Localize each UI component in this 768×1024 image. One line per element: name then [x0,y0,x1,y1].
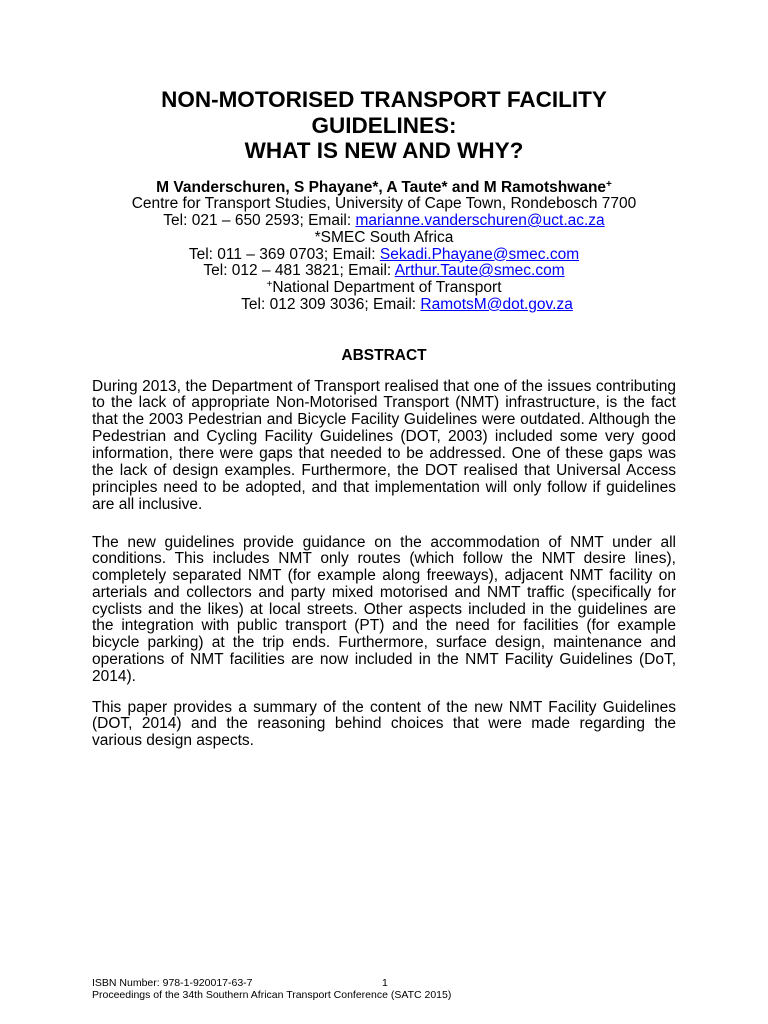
email-link-phayane[interactable]: Sekadi.Phayane@smec.com [379,245,580,263]
contact-prefix: Tel: 021 – 650 2593; Email: [163,212,356,229]
abstract-line: that the 2003 Pedestrian and Bicycle Facility Guidelines were outdated. Although the [92,411,676,429]
contact-line-ramotshwane [92,297,676,314]
abstract-line: During 2013, the Department of Transport realised that one of the issues contributing [92,377,676,395]
abstract-line: the integration with public transport (PT) and the need for facilities (for example [92,617,676,635]
paper-title [92,87,676,164]
footer-row [92,977,676,989]
page-footer [92,977,676,1001]
affiliation-smec: *SMEC South Africa [314,228,454,246]
email-link-vanderschuren[interactable]: marianne.vanderschuren@uct.ac.za [355,212,605,229]
abstract-line: are all inclusive. [92,495,203,513]
title-line: NON-MOTORISED TRANSPORT FACILITY [161,87,607,112]
abstract-paragraph-1 [92,379,676,514]
abstract-line: the lack of design examples. Furthermore, the DOT realised that Universal Access [92,462,676,480]
author-marker: + [606,178,612,190]
abstract-line: The new guidelines provide guidance on the accommodation of NMT under all [92,533,676,551]
abstract-line: various design aspects. [92,732,254,750]
abstract-line: conditions. This includes NMT only routes (which follow the NMT desire lines), [92,550,676,568]
affiliation-dot-name: National Department of Transport [272,279,502,296]
page-number: 1 [382,977,388,989]
abstract-line: (DOT, 2014) and the reasoning behind choices that were made regarding the [92,715,676,733]
abstract-line: information, there were gaps that needed to be addressed. One of these gaps was [92,445,676,463]
abstract-line: completely separated NMT (for example along freeways), adjacent NMT facility on [92,567,676,585]
abstract-line: Pedestrian and Cycling Facility Guidelines (DOT, 2003) included some very good [92,428,676,446]
email-link-ramotshwane[interactable]: RamotsM@dot.gov.za [420,295,573,313]
contact-line-uct [92,213,676,230]
abstract-paragraph-3 [92,700,676,751]
isbn-number: ISBN Number: 978-1-920017-63-7 [92,977,253,989]
abstract-line: operations of NMT facilities are now included in the NMT Facility Guidelines (DoT, [92,651,676,669]
proceedings-line: Proceedings of the 34th Southern African Transport Conference (SATC 2015) [92,989,452,1001]
contact-prefix: Tel: 011 – 369 0703; Email: [188,245,380,263]
abstract-line: to the lack of appropriate Non-Motorised Transport (NMT) infrastructure, is the fact [92,394,676,412]
author-list [92,180,676,197]
affiliation-uct: Centre for Transport Studies, University of Cape Town, Rondebosch 7700 [131,195,637,213]
contact-line-taute [92,263,676,280]
abstract-line: cyclists and the likes) at local streets. Other aspects included in the guidelines are [92,600,676,618]
affiliation-dot [92,280,676,297]
title-line: WHAT IS NEW AND WHY? [244,138,524,163]
contact-line-phayane [92,247,676,264]
contact-prefix: Tel: 012 – 481 3821; Email: [203,262,395,280]
email-link-taute[interactable]: Arthur.Taute@smec.com [394,262,565,280]
abstract-line: 2014). [92,667,136,685]
abstract-line: principles need to be adopted, and that implementation will only follow if guidelines [92,478,676,496]
author-names: M Vanderschuren, S Phayane*, A Taute* and M Ramotshwane [156,178,607,196]
abstract-line: bicycle parking) at the trip ends. Furthermore, surface design, maintenance and [92,634,676,652]
abstract-line: arterials and collectors and party mixed motorised and NMT traffic (specifically for [92,583,676,601]
affiliation-marker: + [266,279,273,290]
contact-prefix: Tel: 012 309 3036; Email: [241,295,421,313]
abstract-heading: ABSTRACT [341,346,427,364]
abstract-line: This paper provides a summary of the content of the new NMT Facility Guidelines [92,698,676,716]
author-block [92,180,676,314]
title-line: GUIDELINES: [311,112,457,138]
abstract-paragraph-2 [92,535,676,686]
